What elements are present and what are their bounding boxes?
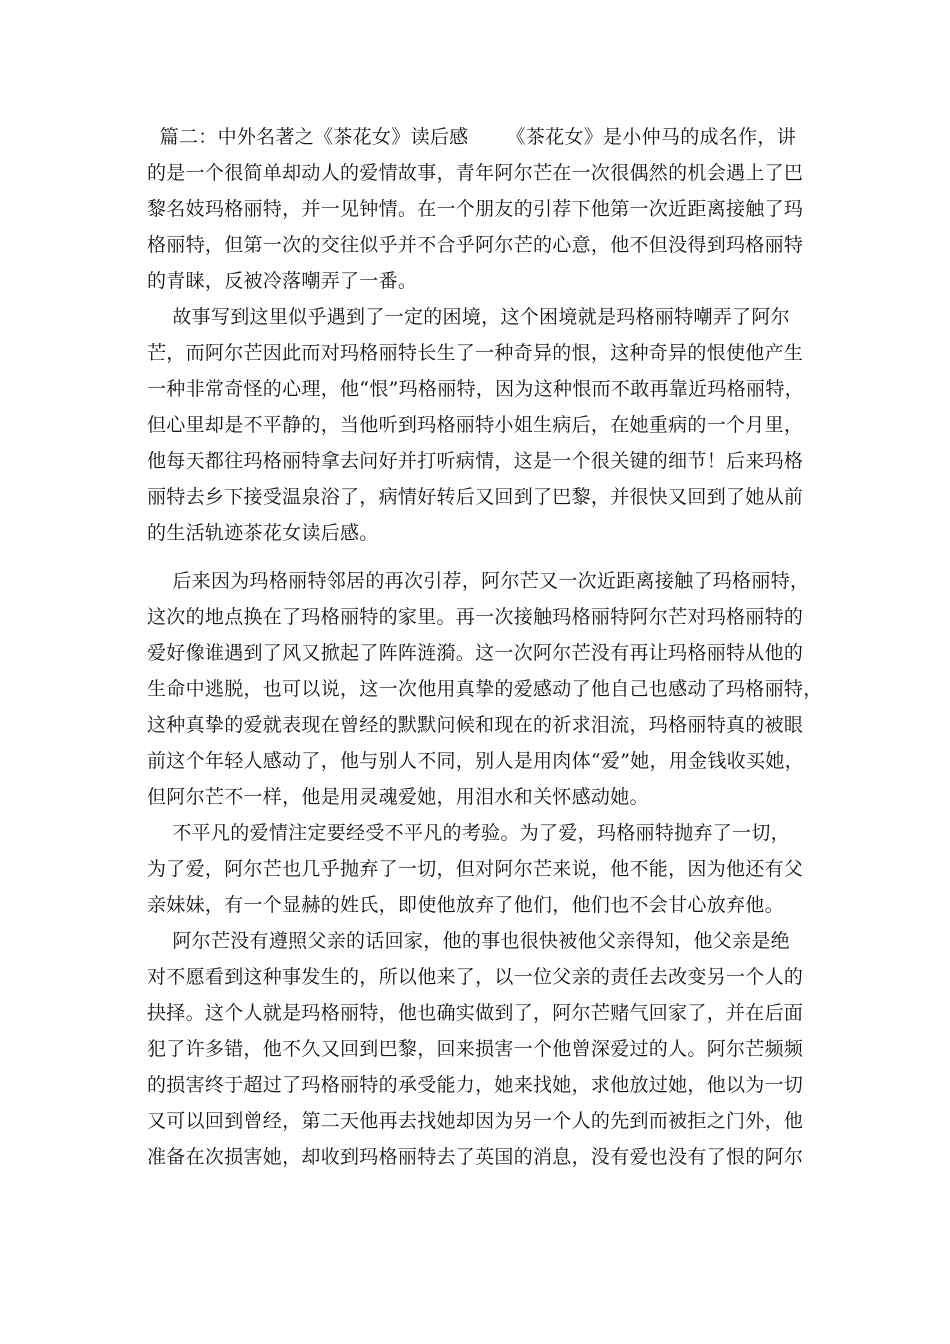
text-line: 一种非常奇怪的心理，他“恨”玛格丽特，因为这种恨而不敢再靠近玛格丽特， <box>147 378 804 400</box>
text-line: 犯了许多错，他不久又回到巴黎，回来损害一个他曾深爱过的人。阿尔芒频频 <box>147 1038 804 1060</box>
text-line: 准备在次损害她，却收到玛格丽特去了英国的消息，没有爱也没有了恨的阿尔 <box>147 1146 804 1168</box>
text-line: 爱好像谁遇到了风又掀起了阵阵涟漪。这一次阿尔芒没有再让玛格丽特从他的 <box>147 642 804 664</box>
text-line: 的生活轨迹茶花女读后感。 <box>147 522 379 544</box>
text-line: 亲妹妹，有一个显赫的姓氏，即使他放弃了他们，他们也不会甘心放弃他。 <box>147 894 784 916</box>
text-line: 后来因为玛格丽特邻居的再次引荐，阿尔芒又一次近距离接触了玛格丽特， <box>147 570 810 592</box>
text-line: 的青睐，反被冷落嘲弄了一番。 <box>147 270 418 292</box>
text-line: 这次的地点换在了玛格丽特的家里。再一次接触玛格丽特阿尔芒对玛格丽特的 <box>147 606 804 628</box>
text-line: 的损害终于超过了玛格丽特的承受能力，她来找她，求他放过她，他以为一切 <box>147 1074 804 1096</box>
text-line: 的是一个很简单却动人的爱情故事，青年阿尔芒在一次很偶然的机会遇上了巴 <box>147 162 804 184</box>
text-line: 芒，而阿尔芒因此而对玛格丽特长生了一种奇异的恨，这种奇异的恨使他产生 <box>147 342 804 364</box>
text-line: 黎名妓玛格丽特，并一见钟情。在一个朋友的引荐下他第一次近距离接触了玛 <box>147 198 804 220</box>
text-line: 故事写到这里似乎遇到了一定的困境，这个困境就是玛格丽特嘲弄了阿尔 <box>147 306 790 328</box>
text-line: 抉择。这个人就是玛格丽特，他也确实做到了，阿尔芒赌气回家了，并在后面 <box>147 1002 804 1024</box>
text-line: 但阿尔芒不一样，他是用灵魂爱她，用泪水和关怀感动她。 <box>147 786 649 808</box>
text-line: 这种真挚的爱就表现在曾经的默默问候和现在的祈求泪流，玛格丽特真的被眼 <box>147 714 804 736</box>
text-line: 对不愿看到这种事发生的，所以他来了，以一位父亲的责任去改变另一个人的 <box>147 966 804 988</box>
text-line: 前这个年轻人感动了，他与别人不同，别人是用肉体“爱”她，用金钱收买她， <box>147 750 804 772</box>
text-line: 但心里却是不平静的，当他听到玛格丽特小姐生病后，在她重病的一个月里， <box>147 414 804 436</box>
text-line: 格丽特，但第一次的交往似乎并不合乎阿尔芒的心意，他不但没得到玛格丽特 <box>147 234 804 256</box>
text-line: 生命中逃脱，也可以说，这一次他用真挚的爱感动了他自己也感动了玛格丽特， <box>147 678 823 700</box>
text-line: 阿尔芒没有遵照父亲的话回家，他的事也很快被他父亲得知，他父亲是绝 <box>147 930 790 952</box>
text-line: 篇二：中外名著之《茶花女》读后感 《茶花女》是小仲马的成名作，讲 <box>147 126 797 148</box>
text-line: 为了爱，阿尔芒也几乎抛弃了一切，但对阿尔芒来说，他不能，因为他还有父 <box>147 858 804 880</box>
text-line: 丽特去乡下接受温泉浴了，病情好转后又回到了巴黎，并很快又回到了她从前 <box>147 486 804 508</box>
text-line: 他每天都往玛格丽特拿去问好并打听病情，这是一个很关键的细节！后来玛格 <box>147 450 804 472</box>
text-line: 又可以回到曾经，第二天他再去找她却因为另一个人的先到而被拒之门外，他 <box>147 1110 804 1132</box>
text-line: 不平凡的爱情注定要经受不平凡的考验。为了爱，玛格丽特抛弃了一切， <box>147 822 790 844</box>
